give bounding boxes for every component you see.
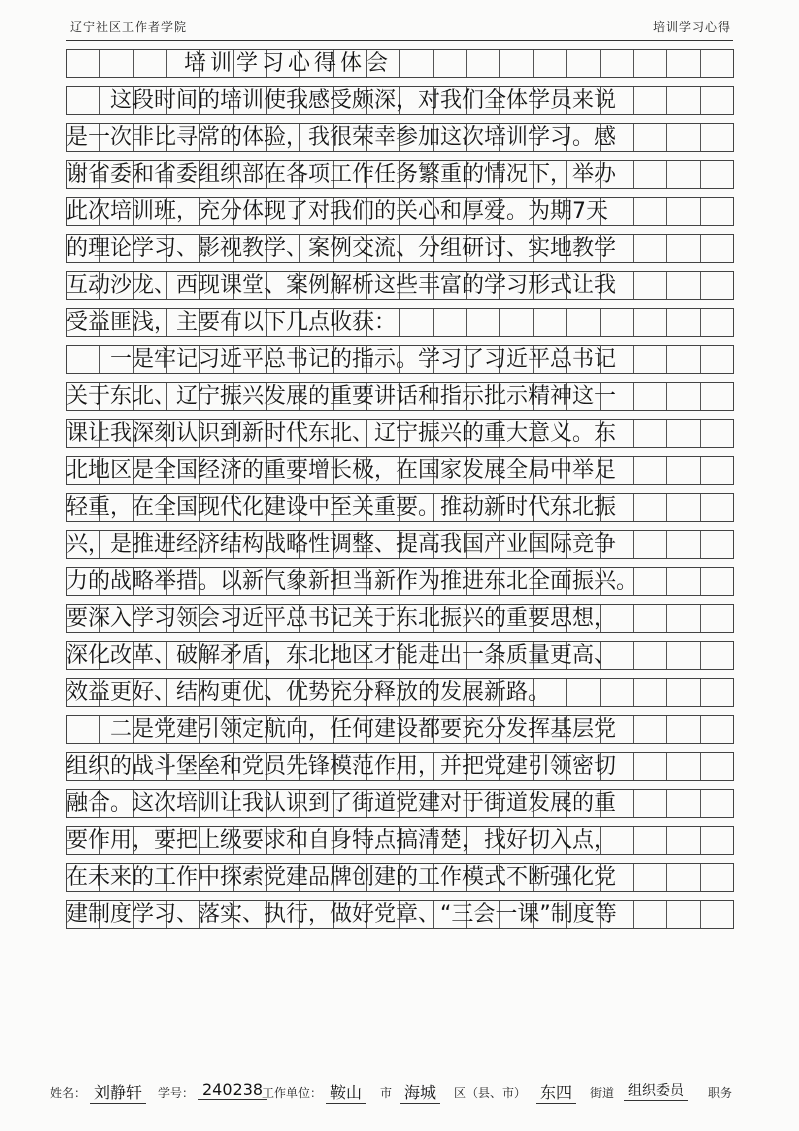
grid-cell — [634, 716, 667, 743]
header-institution: 辽宁社区工作者学院 — [70, 20, 188, 34]
grid-cell — [701, 605, 733, 632]
grid-cell — [667, 346, 700, 373]
grid-cell — [634, 494, 667, 521]
line-text: 此次培训班，充分体现了对我们的关心和厚爱。为期7天 — [66, 199, 608, 224]
line-text: 二是党建引领定航向，任何建设都要充分发挥基层党 — [66, 717, 617, 742]
grid-cell — [701, 457, 733, 484]
header-doc-type: 培训学习心得 — [652, 20, 731, 34]
grid-cell — [634, 235, 667, 262]
grid-cell — [667, 753, 700, 780]
text-line — [66, 197, 734, 226]
grid-cell — [701, 124, 733, 151]
text-line — [66, 752, 734, 781]
id-value: 240238 — [198, 1080, 267, 1100]
grid-cell — [701, 679, 733, 706]
grid-cell — [701, 420, 733, 447]
title-row — [66, 49, 734, 78]
grid-cell — [701, 827, 733, 854]
grid-cell — [701, 716, 733, 743]
text-line — [66, 308, 734, 337]
text-line — [66, 530, 734, 559]
line-text: 关于东北、辽宁振兴发展的重要讲话和指示批示精神这一 — [66, 384, 617, 409]
text-line — [66, 86, 734, 115]
grid-cell — [634, 605, 667, 632]
grid-cell — [67, 50, 100, 77]
grid-cell — [667, 716, 700, 743]
grid-cell — [701, 642, 733, 669]
grid-cell — [634, 50, 667, 77]
line-text: 要深入学习领会习近平总书记关于东北振兴的重要思想， — [66, 606, 617, 631]
grid-cell — [701, 753, 733, 780]
line-text: 是一次非比寻常的体验，我很荣幸参加这次培训学习。感 — [66, 125, 617, 150]
grid-cell — [667, 827, 700, 854]
line-text: 互动沙龙、西现课堂、案例解析这些丰富的学习形式让我 — [66, 273, 617, 298]
grid-cell — [434, 50, 467, 77]
grid-cell — [634, 679, 667, 706]
grid-cell — [601, 50, 634, 77]
line-text: 融合。这次培训让我认识到了街道党建对于街道发展的重 — [66, 791, 617, 816]
text-line — [66, 345, 734, 374]
text-line — [66, 715, 734, 744]
grid-cell — [701, 346, 733, 373]
grid-cell — [400, 50, 433, 77]
grid-cell — [701, 87, 733, 114]
text-line — [66, 900, 734, 929]
grid-cell — [667, 309, 700, 336]
grid-cell — [701, 383, 733, 410]
line-text: 在未来的工作中探索党建品牌创建的工作模式不断强化党 — [66, 865, 617, 890]
grid-cell — [634, 420, 667, 447]
grid-cell — [701, 272, 733, 299]
grid-boxes — [66, 49, 734, 78]
grid-cell — [134, 50, 167, 77]
grid-cell — [667, 568, 700, 595]
grid-cell — [667, 642, 700, 669]
district-label: 区（县、市） — [454, 1086, 527, 1100]
grid-cell — [634, 753, 667, 780]
line-text: 这段时间的培训使我感受颇深，对我们全体学员来说 — [66, 88, 617, 113]
position-value: 组织委员 — [624, 1080, 688, 1101]
line-text: 一是牢记习近平总书记的指示。学习了习近平总书记 — [66, 347, 617, 372]
text-line — [66, 641, 734, 670]
grid-cell — [500, 50, 533, 77]
grid-cell — [667, 864, 700, 891]
grid-cell — [634, 124, 667, 151]
text-line — [66, 419, 734, 448]
text-line — [66, 826, 734, 855]
line-text: 力的战略举措。以新气象新担当新作为推进东北全面振兴。 — [66, 569, 639, 594]
district-value: 海城 — [400, 1080, 440, 1104]
grid-cell — [667, 272, 700, 299]
text-line — [66, 604, 734, 633]
name-label: 姓名： — [50, 1086, 87, 1100]
grid-cell — [701, 50, 733, 77]
grid-cell — [601, 679, 634, 706]
line-text: 课让我深刻认识到新时代东北、辽宁振兴的重大意义。东 — [66, 421, 617, 446]
line-text: 建制度学习、落实、执行，做好党章、“三会一课”制度等 — [66, 902, 617, 927]
grid-cell — [434, 309, 467, 336]
grid-cell — [467, 50, 500, 77]
grid-cell — [634, 864, 667, 891]
name-value: 刘静轩 — [90, 1080, 146, 1104]
line-text: 谢省委和省委组织部在各项工作任务繁重的情况下，举办 — [66, 162, 617, 187]
grid-cell — [667, 679, 700, 706]
manuscript-sheet — [66, 49, 734, 1069]
grid-cell — [634, 198, 667, 225]
line-text: 组织的战斗堡垒和党员先锋模范作用，并把党建引领密切 — [66, 754, 617, 779]
text-line — [66, 271, 734, 300]
line-text: 效益更好、结构更优、优势充分释放的发展新路。 — [66, 680, 551, 705]
header-divider — [66, 40, 733, 41]
grid-cell — [667, 457, 700, 484]
grid-cell — [701, 309, 733, 336]
grid-cell — [701, 790, 733, 817]
street-label: 街道 — [590, 1086, 615, 1100]
grid-cell — [400, 309, 433, 336]
grid-cell — [667, 531, 700, 558]
line-text: 受益匪浅，主要有以下几点收获： — [66, 310, 397, 335]
text-line — [66, 123, 734, 152]
grid-cell — [634, 531, 667, 558]
grid-cell — [567, 50, 600, 77]
line-text: 深化改革、破解矛盾，东北地区才能走出一条质量更高、 — [66, 643, 617, 668]
grid-cell — [634, 642, 667, 669]
text-line — [66, 789, 734, 818]
grid-cell — [667, 790, 700, 817]
grid-cell — [634, 901, 667, 928]
grid-cell — [500, 309, 533, 336]
grid-cell — [701, 864, 733, 891]
grid-cell — [634, 309, 667, 336]
grid-cell — [634, 161, 667, 188]
grid-cell — [701, 235, 733, 262]
grid-cell — [667, 494, 700, 521]
grid-cell — [701, 161, 733, 188]
grid-cell — [100, 50, 133, 77]
city-value: 鞍山 — [326, 1080, 366, 1104]
line-text: 兴，是推进经济结构战略性调整、提高我国产业国际竞争 — [66, 532, 617, 557]
grid-cell — [667, 124, 700, 151]
grid-cell — [701, 568, 733, 595]
grid-cell — [534, 50, 567, 77]
page-title: 培训学习心得体会 — [184, 51, 393, 76]
grid-cell — [534, 309, 567, 336]
line-text: 要作用，要把上级要求和自身特点搞清楚，找好切入点， — [66, 828, 617, 853]
grid-cell — [667, 420, 700, 447]
text-line — [66, 567, 734, 596]
grid-cell — [634, 827, 667, 854]
grid-cell — [667, 383, 700, 410]
grid-cell — [634, 383, 667, 410]
grid-cell — [667, 901, 700, 928]
unit-label: 工作单位： — [262, 1086, 323, 1100]
grid-cell — [467, 309, 500, 336]
footer — [50, 1080, 759, 1106]
grid-cell — [601, 309, 634, 336]
text-line — [66, 234, 734, 263]
text-line — [66, 160, 734, 189]
grid-cell — [634, 272, 667, 299]
grid-cell — [634, 457, 667, 484]
id-label: 学号： — [158, 1086, 195, 1100]
grid-cell — [701, 531, 733, 558]
grid-cell — [667, 235, 700, 262]
text-line — [66, 678, 734, 707]
grid-cell — [701, 901, 733, 928]
grid-cell — [667, 87, 700, 114]
text-line — [66, 863, 734, 892]
position-label: 职务 — [708, 1086, 733, 1100]
grid-cell — [667, 198, 700, 225]
grid-cell — [634, 87, 667, 114]
grid-cell — [667, 605, 700, 632]
grid-cell — [701, 198, 733, 225]
text-line — [66, 382, 734, 411]
grid-cell — [567, 679, 600, 706]
grid-cell — [634, 568, 667, 595]
grid-cell — [701, 494, 733, 521]
city-label: 市 — [380, 1086, 393, 1100]
line-text: 北地区是全国经济的重要增长极，在国家发展全局中举足 — [66, 458, 617, 483]
text-line — [66, 493, 734, 522]
grid-cell — [667, 50, 700, 77]
grid-cell — [667, 161, 700, 188]
line-text: 的理论学习、影视教学、案例交流、分组研讨、实地教学 — [66, 236, 617, 261]
line-text: 轻重，在全国现代化建设中至关重要。推动新时代东北振 — [66, 495, 617, 520]
grid-cell — [634, 790, 667, 817]
text-line — [66, 456, 734, 485]
grid-cell — [567, 309, 600, 336]
street-value: 东四 — [536, 1080, 576, 1104]
grid-cell — [634, 346, 667, 373]
